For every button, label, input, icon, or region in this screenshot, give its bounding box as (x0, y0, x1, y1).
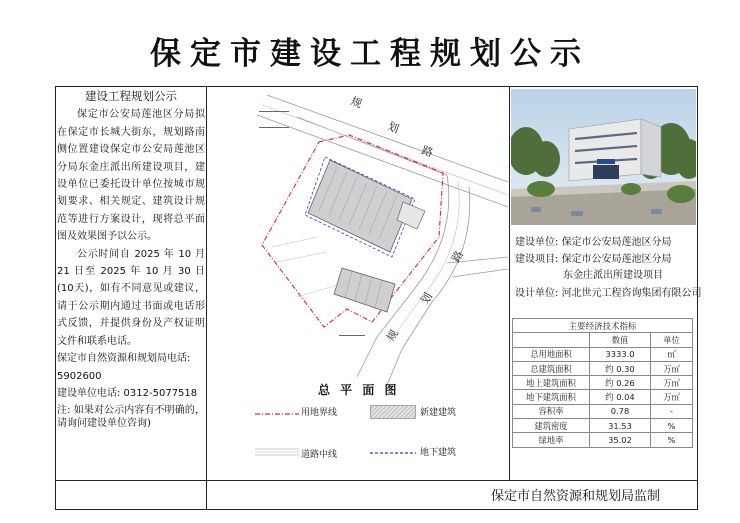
table-cell: 绿地率 (513, 433, 590, 447)
ancillary-building (334, 268, 395, 312)
table-cell: 地上建筑面积 (513, 376, 590, 390)
road-char-5: 划 (418, 290, 436, 307)
table-header: 单位 (651, 333, 693, 347)
notice-heading: 建设工程规划公示 (85, 89, 177, 103)
builder-row (515, 233, 672, 248)
table-row (513, 376, 693, 390)
building-rendering (511, 89, 696, 225)
table-cell: 总用地面积 (513, 347, 590, 361)
site-plan-drawing (207, 87, 508, 387)
table-cell: 约 0.26 (590, 376, 651, 390)
project-value-line1: 保定市公安局莲池区分局 (561, 254, 672, 265)
table-cell: 约 0.04 (590, 390, 651, 404)
table-header (513, 333, 590, 347)
plan-title: 总 平 面 图 (318, 383, 400, 397)
road-char-4: 路 (449, 248, 467, 265)
bureau-phone: 5902600 (57, 370, 102, 382)
legend-underground-label: 地下建筑 (420, 448, 457, 458)
table-row (513, 404, 693, 418)
notice-text (57, 88, 205, 430)
builder-label: 建设单位: (515, 237, 559, 248)
footer-divider (55, 480, 698, 481)
table-cell: - (651, 404, 693, 418)
table-row (513, 347, 693, 361)
bureau-phone-label: 保定市自然资源和规划局电话: (57, 353, 191, 365)
builder-phone: 建设单位电话: 0312-5077518 (57, 387, 198, 399)
table-row (513, 390, 693, 404)
table-cell: 0.78 (590, 404, 651, 418)
table-cell: 万㎡ (651, 376, 693, 390)
road-char-6: 规 (384, 327, 402, 344)
project-value-line2: 东金庄派出所建设项目 (563, 270, 663, 281)
road-char-1: 规 (348, 94, 364, 111)
table-cell: 约 0.30 (590, 361, 651, 375)
project-row (515, 250, 672, 265)
table-cell: 地下建筑面积 (513, 390, 590, 404)
table-cell: % (651, 419, 693, 433)
legend-boundary-swatch (255, 410, 299, 418)
designer-label: 设计单位: (515, 288, 559, 299)
notice-paragraph-2: 公示时间自 2025 年 10 月 21 日至 2025 年 10 月 30 日 (10天)，如有不同意见或建议，请于公示期内通过书面或电话形式反馈，并提供身份及产权证明文件和联系电话。 (57, 248, 205, 347)
table-cell: % (651, 433, 693, 447)
legend-underground-swatch (370, 450, 416, 456)
notice-note: 注: 如果对公示内容有不明确的，请询问建设单位咨询) (57, 405, 205, 430)
table-cell: ㎡ (651, 347, 693, 361)
project-label: 建设项目: (515, 254, 559, 265)
table-cell: 万㎡ (651, 390, 693, 404)
table-cell: 总建筑面积 (513, 361, 590, 375)
builder-value: 保定市公安局莲池区分局 (561, 237, 672, 248)
table-row (513, 433, 693, 447)
notice-paragraph-1: 保定市公安局莲池区分局拟在保定市长城大街东，规划路南侧位置建设保定市公安局莲池区分局东金庄派出所建设项目，建设单位已委托设计单位按城市规划要求、相关规定、建筑设计规范等进行方案设计，现将总平面图及效果图予以公示。 (57, 109, 205, 243)
table-cell: 3333.0 (590, 347, 651, 361)
technical-indicators-table (512, 318, 693, 448)
legend-centerline-swatch (255, 447, 299, 457)
road-char-2: 划 (385, 119, 401, 136)
table-row (513, 361, 693, 375)
designer-row (515, 284, 702, 299)
table-header: 数值 (590, 333, 651, 347)
table-caption: 主要经济技术指标 (513, 319, 693, 333)
road-char-3: 路 (419, 143, 435, 160)
legend-building-swatch (370, 405, 416, 419)
legend-centerline-label: 道路中线 (301, 450, 338, 460)
table-cell: 容积率 (513, 404, 590, 418)
footer-supervisor: 保定市自然资源和规划局监制 (491, 489, 661, 504)
table-cell: 万㎡ (651, 361, 693, 375)
legend-building-label: 新建建筑 (420, 408, 457, 418)
page-title: 保定市建设工程规划公示 (150, 36, 590, 72)
table-row (513, 419, 693, 433)
table-cell: 建筑密度 (513, 419, 590, 433)
main-building (308, 160, 412, 252)
table-cell: 31.53 (590, 419, 651, 433)
table-cell: 35.02 (590, 433, 651, 447)
column-divider-right (509, 86, 510, 480)
legend-boundary-label: 用地界线 (301, 408, 338, 418)
designer-value: 河北世元工程咨询集团有限公司 (561, 288, 702, 299)
